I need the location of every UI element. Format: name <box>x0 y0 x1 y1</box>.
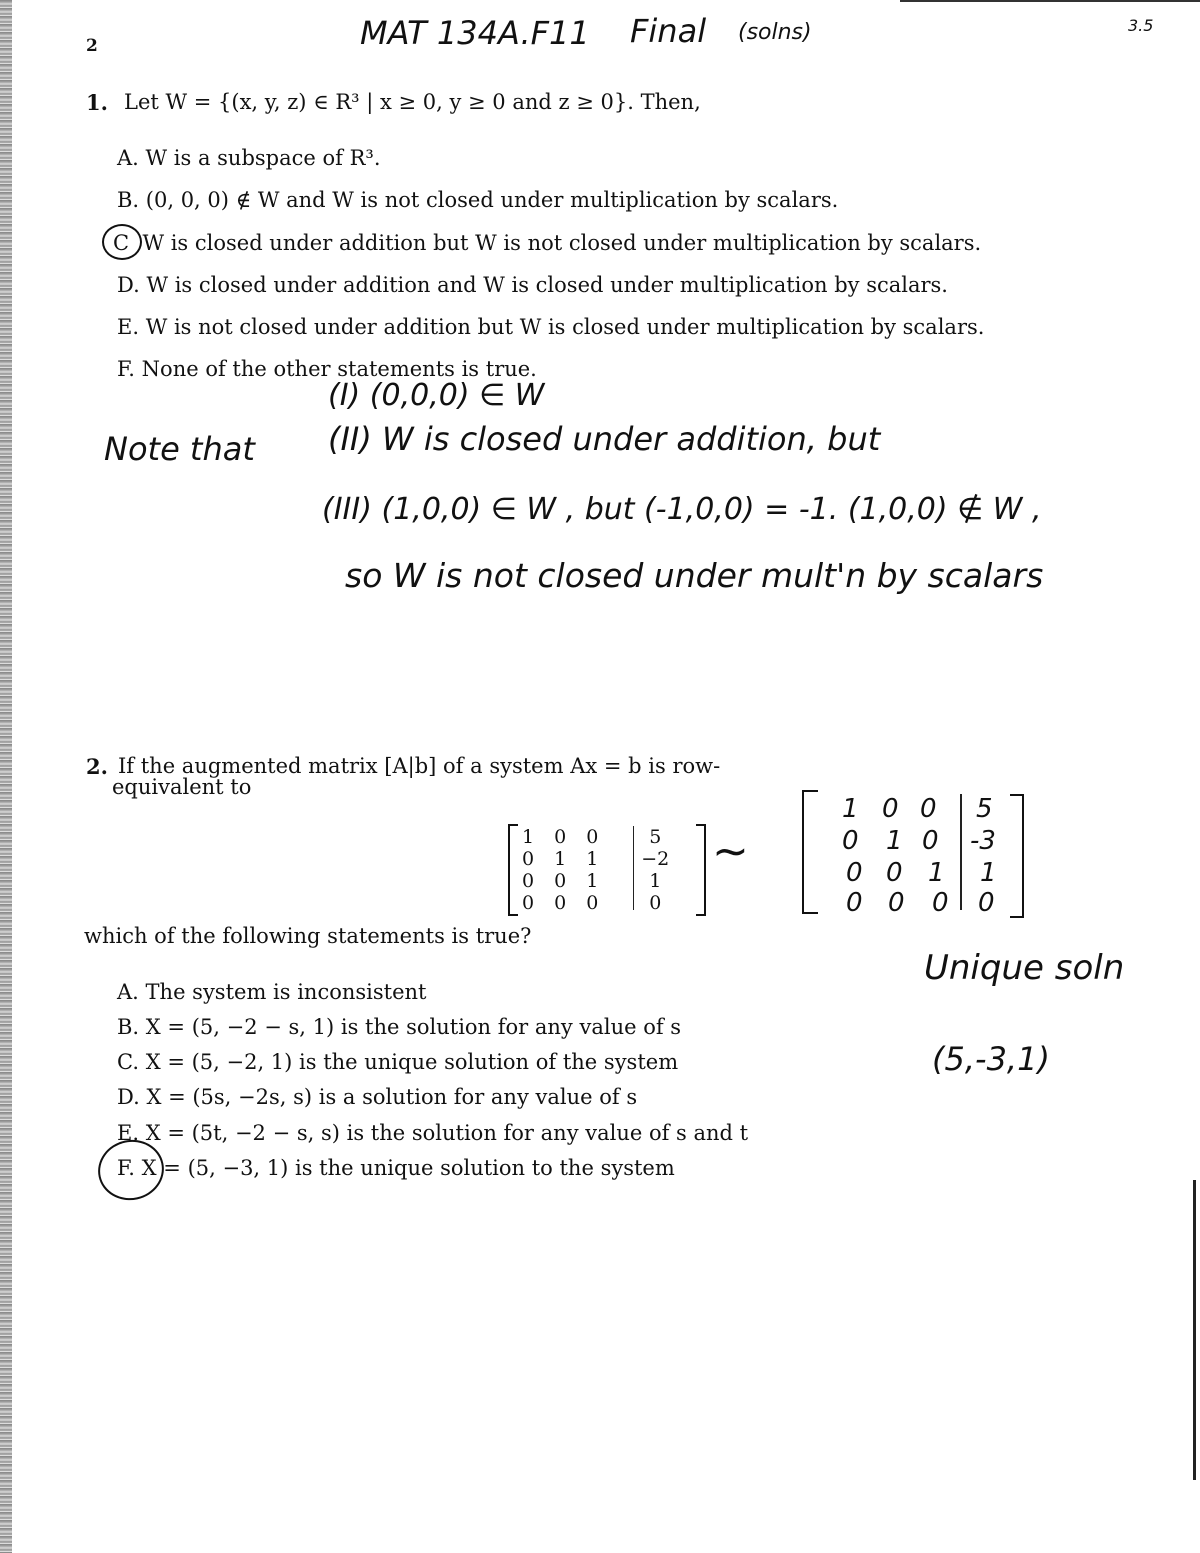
q1-option-b: B. (0, 0, 0) ∉ W and W is not closed under multiplication by scalars. <box>117 188 839 212</box>
q1-hand-line2: (II) W is closed under addition, but <box>328 420 881 458</box>
matrix-row: 0 0 0 0 <box>522 892 662 914</box>
hand-matrix-cell: 0 <box>922 826 939 856</box>
q1-hand-line4: so W is not closed under mult'n by scalars <box>345 556 1044 595</box>
q1-option-d: D. W is closed under addition and W is closed under multiplication by scalars. <box>117 273 948 297</box>
q2-option-c: C. X = (5, −2, 1) is the unique solution of the system <box>117 1050 679 1074</box>
q2-option-a: A. The system is inconsistent <box>117 980 427 1004</box>
hand-matrix-cell: 0 <box>888 888 905 918</box>
hand-matrix-cell: 1 <box>928 858 945 888</box>
q2-question: which of the following statements is true? <box>84 924 532 948</box>
q1-stem: Let W = {(x, y, z) ∈ R³ | x ≥ 0, y ≥ 0 and z ≥ 0}. Then, <box>124 90 701 114</box>
q2-option-f: F. X = (5, −3, 1) is the unique solution to the system <box>117 1156 675 1180</box>
hand-matrix-cell: 0 <box>920 794 937 824</box>
hand-matrix-cell: 0 <box>886 858 903 888</box>
q2-hand-label: Unique soln <box>924 948 1125 988</box>
handwritten-course-title: MAT 134A.F11 <box>360 14 590 52</box>
scan-edge-artifact <box>0 0 12 1553</box>
row-equivalence-tilde: ∼ <box>712 826 749 877</box>
q1-option-f: F. None of the other statements is true. <box>117 357 537 381</box>
hand-matrix-augment-bar <box>960 794 962 910</box>
q2-stem-line1: If the augmented matrix [A|b] of a system Ax = b is row- <box>118 754 721 778</box>
matrix-row: 1 0 0 5 <box>522 826 662 848</box>
q2-option-d: D. X = (5s, −2s, s) is a solution for any value of s <box>117 1085 638 1109</box>
q2-stem-line2: equivalent to <box>112 775 252 799</box>
q2-option-b: B. X = (5, −2 − s, 1) is the solution for any value of s <box>117 1015 682 1039</box>
hand-matrix-cell: 5 <box>976 794 993 824</box>
hand-matrix-cell: 0 <box>846 888 863 918</box>
matrix-row: 0 0 1 1 <box>522 870 662 892</box>
q1-hand-note-label: Note that <box>104 430 255 468</box>
q1-option-c: C W is closed under addition but W is not closed under multiplication by scalars. <box>113 231 982 255</box>
q1-option-e: E. W is not closed under addition but W is closed under multiplication by scalars. <box>117 315 985 339</box>
hand-matrix-cell: 1 <box>980 858 997 888</box>
hand-matrix-cell: 1 <box>886 826 903 856</box>
scan-right-mark <box>1193 1180 1196 1480</box>
hand-matrix-cell: 0 <box>978 888 995 918</box>
matrix-row: 0 1 1 −2 <box>522 848 670 870</box>
hand-matrix-right-bracket <box>1010 794 1024 918</box>
handwritten-solutions-note: (solns) <box>738 20 812 45</box>
augmented-matrix <box>512 826 682 914</box>
q2-number: 2. <box>86 754 108 779</box>
q2-option-e: E. X = (5t, −2 − s, s) is the solution for any value of s and t <box>117 1121 749 1145</box>
scan-top-line <box>900 0 1200 2</box>
hand-matrix-cell: 0 <box>846 858 863 888</box>
hand-matrix-cell: 1 <box>842 794 859 824</box>
hand-matrix-left-bracket <box>802 790 818 914</box>
handwritten-score: 3.5 <box>1128 16 1154 35</box>
hand-matrix-cell: 0 <box>842 826 859 856</box>
hand-matrix-cell: 0 <box>932 888 949 918</box>
q1-hand-line1: (I) (0,0,0) ∈ W <box>328 378 545 413</box>
hand-matrix-cell: -3 <box>970 826 996 856</box>
q1-number: 1. <box>86 90 108 115</box>
q1-option-a: A. W is a subspace of R³. <box>117 146 381 170</box>
q2-hand-answer: (5,-3,1) <box>932 1040 1050 1078</box>
matrix-right-bracket <box>696 824 706 916</box>
handwritten-exam-title: Final <box>630 12 707 50</box>
page-number: 2 <box>86 36 98 56</box>
hand-matrix-cell: 0 <box>882 794 899 824</box>
q1-hand-line3: (III) (1,0,0) ∈ W , but (-1,0,0) = -1. (1,0,0) ∉ W , <box>322 492 1042 527</box>
